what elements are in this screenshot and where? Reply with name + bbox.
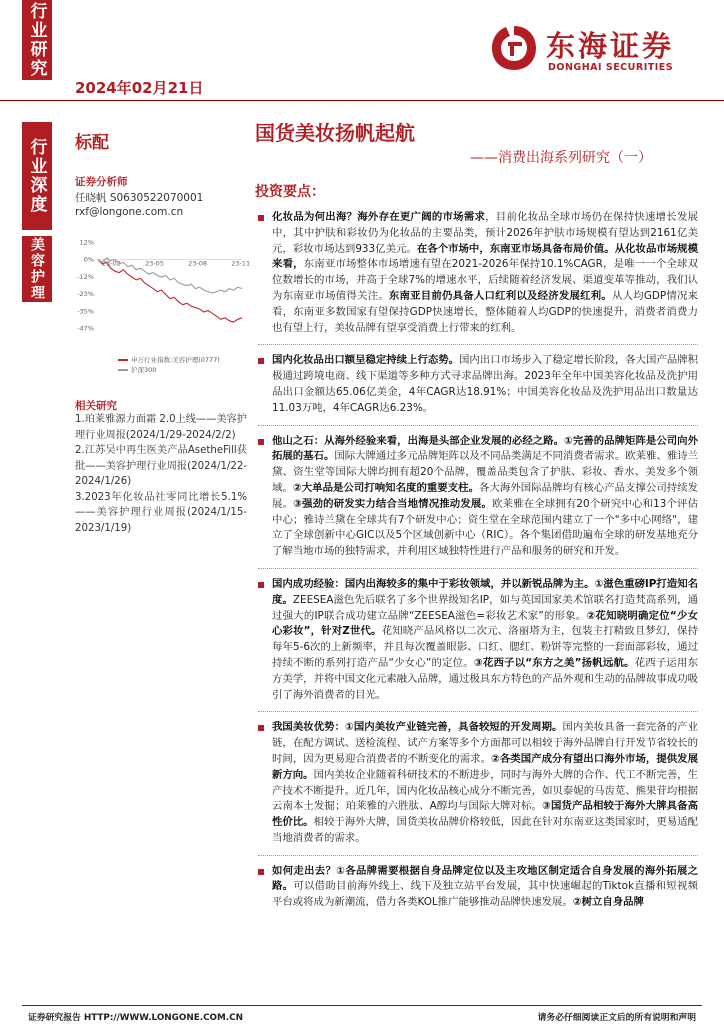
bullet-square-icon	[258, 358, 264, 364]
y-tick-label: -35%	[77, 307, 94, 316]
key-point	[258, 434, 698, 560]
related-item[interactable]: 2.江苏吴中再生医美产品AsetheFill获批——美容护理行业周报(2024/1/22-2024/1/26)	[75, 445, 247, 487]
key-point-text: 东南亚市场整体市场增速有望在2021-2026年保持10.1%CAGR，是唯一一个全球双位数增长的市场，并高于全球7%的增速水平，后续随着经济发展、渠道变革等推动，我们认为东南亚市场值得关注。	[272, 258, 699, 302]
y-tick-label: -47%	[77, 324, 94, 333]
key-point-text: 国内美妆企业随着科研技术的不断进步，同时与海外大牌的合作、代工不断完善，生产技术不断提升。近几年，国内化妆品核心成分不断完善，如贝泰妮的马齿苋、熊果苷均根据云南本土发掘；珀莱雅的六胜肽、A醇均与国际大牌对标。	[272, 768, 699, 813]
analyst-email[interactable]: rxf@longone.com.cn	[75, 206, 184, 218]
key-point-highlight: ③国货产品相较于海外大牌具备高性价比。	[272, 800, 698, 829]
point-separator	[258, 855, 698, 856]
key-point-text: 各大海外国际品牌均有核心产品支撑公司持续发展。	[272, 481, 699, 510]
y-tick-label: 12%	[79, 238, 94, 247]
key-point-text: 从人均GDP情况来看，东南亚多数国家有望保持GDP快速增长，整体随着人均GDP的快速提升，消费者消费力也有望上行，美妆品牌有望享受消费上行带来的红利。	[272, 289, 699, 334]
key-point-text: 可以借助目前海外线上、线下及独立站平台发展，其中快速崛起的Tiktok直播和短视频平台或将成为新潮流，借力各类KOL推广能够推动品牌快速发展。	[272, 880, 698, 909]
side-tab-industry-depth: 行业深度	[22, 122, 52, 230]
related-item[interactable]: 3.2023年化妆品社零同比增长5.1%——美容护理行业周报(2024/1/15-2023/1/19)	[75, 491, 247, 534]
related-research-heading: 相关研究	[75, 400, 117, 412]
bullet-square-icon	[258, 215, 264, 221]
key-point-highlight: ③花西子以“东方之美”扬帆远航。	[473, 656, 635, 669]
legend-swatch-icon	[118, 369, 128, 371]
side-tab-industry-research: 行业研究	[22, 0, 52, 80]
series-line-0	[98, 260, 242, 323]
key-point-text: 欧莱雅在全球拥有20个研究中心和13个评估中心；雅诗兰黛在全球共有7个研发中心；资生堂在全球范围内建立了一个"多中心网络"，建立了全球创新中心GIC以及5个区域创新中心（RIC）。各个集团借助遍布全球的研发基地充分了解当地市场的独特需求，并利用区域独特性进行产品和服务的研究和开发。	[272, 497, 699, 558]
key-point-text: 相较于海外大牌，国货美妆品牌价格较低，因此在针对东南亚这类国家时，更易适配当地消费者的需求。	[272, 816, 699, 844]
key-point-text: 国际大牌通过多元品牌矩阵以及不同品类满足不同消费者需求。欧莱雅、雅诗兰黛、资生堂等国际大牌均拥有超20个品牌，覆盖品类包含了护肤、彩妆、香水、美发多个领域。	[272, 450, 699, 494]
bullet-square-icon	[258, 439, 264, 445]
logo-mark-icon	[488, 22, 540, 74]
x-tick-label: 23-02	[102, 259, 121, 268]
related-item[interactable]: 1.珀莱雅源力面霜 2.0上线——美容护理行业周报(2024/1/29-2024/2/2)	[75, 414, 247, 441]
x-tick-label: 23-11	[231, 259, 250, 268]
key-point-highlight: 化妆品为何出海？海外存在更广阔的市场需求	[272, 211, 486, 223]
related-research-list	[75, 412, 247, 536]
series-line-1	[98, 258, 242, 293]
legend-label: 申万行业指数:美容护理(0777)	[131, 356, 220, 364]
logo-text-en: DONGHAI SECURITIES	[548, 62, 674, 73]
bullet-square-icon	[258, 725, 264, 731]
y-tick-label: -12%	[77, 272, 94, 281]
chart-legend	[118, 355, 220, 375]
bullet-square-icon	[258, 869, 264, 875]
key-point-highlight: ②花知晓明确定位“少女心彩妆”，针对Z世代。	[272, 609, 698, 638]
report-title: 国货美妆扬帆起航	[255, 121, 415, 145]
point-separator	[258, 344, 698, 345]
legend-item	[118, 355, 220, 365]
chart-lines	[98, 258, 242, 322]
key-point-highlight: 东南亚目前仍具备人口红利以及经济发展红利。	[388, 289, 612, 302]
x-tick-label: 23-05	[145, 259, 164, 268]
legend-label: 沪深300	[131, 366, 157, 374]
logo-text-cn: 东海证券	[546, 29, 675, 63]
key-point-highlight: 国内成功经验：国内出海较多的集中于彩妆领域，并以新锐品牌为主。①滋色重磅IP打造知名度。	[272, 577, 698, 606]
x-tick-label: 23-08	[188, 259, 208, 268]
key-point	[258, 720, 698, 846]
bullet-square-icon	[258, 582, 264, 588]
key-point-text: 国内出口市场步入了稳定增长阶段，各大国产品牌积极通过跨境电商、线下渠道等多种方式寻求品牌出海。2023年全年中国美容化妆品及洗护用品出口金额达65.06亿美金，4年CAGR达18.91%；中国美容化妆品及洗护用品出口数量达11.03万吨，4年CAGR达6.23%。	[272, 354, 699, 414]
key-points-list	[258, 210, 698, 919]
footer-left: 证券研究报告 HTTP://WWW.LONGONE.COM.CN	[28, 1013, 243, 1023]
key-point	[258, 353, 698, 416]
key-point-highlight: 如何走出去？①各品牌需要根据自身品牌定位以及主攻地区制定适合自身发展的海外拓展之路。	[272, 864, 698, 893]
key-point	[258, 577, 698, 703]
side-tab-beauty-care: 美容护理	[22, 236, 52, 302]
key-points-heading: 投资要点：	[255, 184, 325, 200]
footer-divider	[22, 1005, 702, 1006]
key-point-highlight: ②树立自身品牌	[572, 896, 644, 909]
point-separator	[258, 425, 698, 426]
key-point-highlight: 他山之石：从海外经验来看，出海是头部企业发展的必经之路。①完善的品牌矩阵是公司向外拓展的基石。	[272, 434, 698, 463]
industry-rating: 标配	[75, 133, 109, 153]
report-subtitle: ——消费出海系列研究（一）	[470, 150, 652, 166]
key-point	[258, 210, 698, 336]
key-point-highlight: 国内化妆品出口额呈稳定持续上行态势。	[272, 354, 460, 367]
company-logo	[488, 22, 698, 78]
legend-item	[118, 365, 220, 375]
legend-swatch-icon	[118, 359, 128, 361]
analyst-heading: 证券分析师	[75, 176, 128, 188]
key-point-text: ZEESEA滋色先后联名了多个世界级知名IP，如与英国国家美术馆联名打造梵高系列，通过强大的IP联合成功建立品牌“ZEESEA滋色=彩妆艺术家”的形象。	[272, 593, 698, 622]
header-divider	[0, 100, 724, 101]
key-point-highlight: ②各类国产成分有望出口海外市场，提供发展新方向。	[272, 752, 698, 781]
analyst-name: 任晓帆 S0630522070001	[75, 192, 204, 204]
point-separator	[258, 568, 698, 569]
key-point-highlight: ③强劲的研发实力结合当地情况推动发展。	[293, 497, 493, 510]
chart-y-ticks	[77, 239, 94, 333]
key-point-highlight: ②大单品是公司打响知名度的重要支柱。	[292, 481, 480, 494]
key-point-text: 花知晓产品风格以二次元、洛丽塔为主，包装主打精致且梦幻，保持每年5-6次的上新频率，并且每次覆盖眼影、口红、腮红、粉饼等完整的一套面部彩妆，通过持续不断的系列打造产品“少女心”的定位。	[272, 625, 698, 669]
key-point-text: 国内美妆具备一套完备的产业链，在配方调试、送检流程、试产方案等多个方面都可以相较于海外品牌自行开发节省较长的时间，因为更易迎合消费者的不断变化的需求。	[272, 721, 699, 765]
report-date: 2024年02月21日	[75, 79, 204, 97]
key-point-highlight: 我国美妆优势：①国内美妆产业链完善，具备较短的开发周期。	[272, 721, 563, 734]
footer-disclaimer: 请务必仔细阅读正文后的所有说明和声明	[537, 1013, 696, 1023]
key-point-highlight: 在各个市场中，东南亚市场具备布局价值。从化妆品市场规模来看，	[272, 242, 698, 271]
key-point-text: 花西子运用东方美学，并将中国文化元素融入品牌，通过极具东方特色的产品外观和生动的品牌故事成功吸引了海外消费者的目光。	[272, 656, 699, 701]
y-tick-label: -23%	[77, 290, 94, 299]
key-point	[258, 864, 698, 911]
point-separator	[258, 711, 698, 712]
key-point-text: ，目前化妆品全球市场仍在保持快速增长发展中，其中护肤和彩妆仍为化妆品的主要品类，预计2026年护肤市场规模有望达到2161亿美元，彩妆市场达到933亿美元。	[272, 211, 699, 255]
y-tick-label: 0%	[83, 255, 94, 264]
